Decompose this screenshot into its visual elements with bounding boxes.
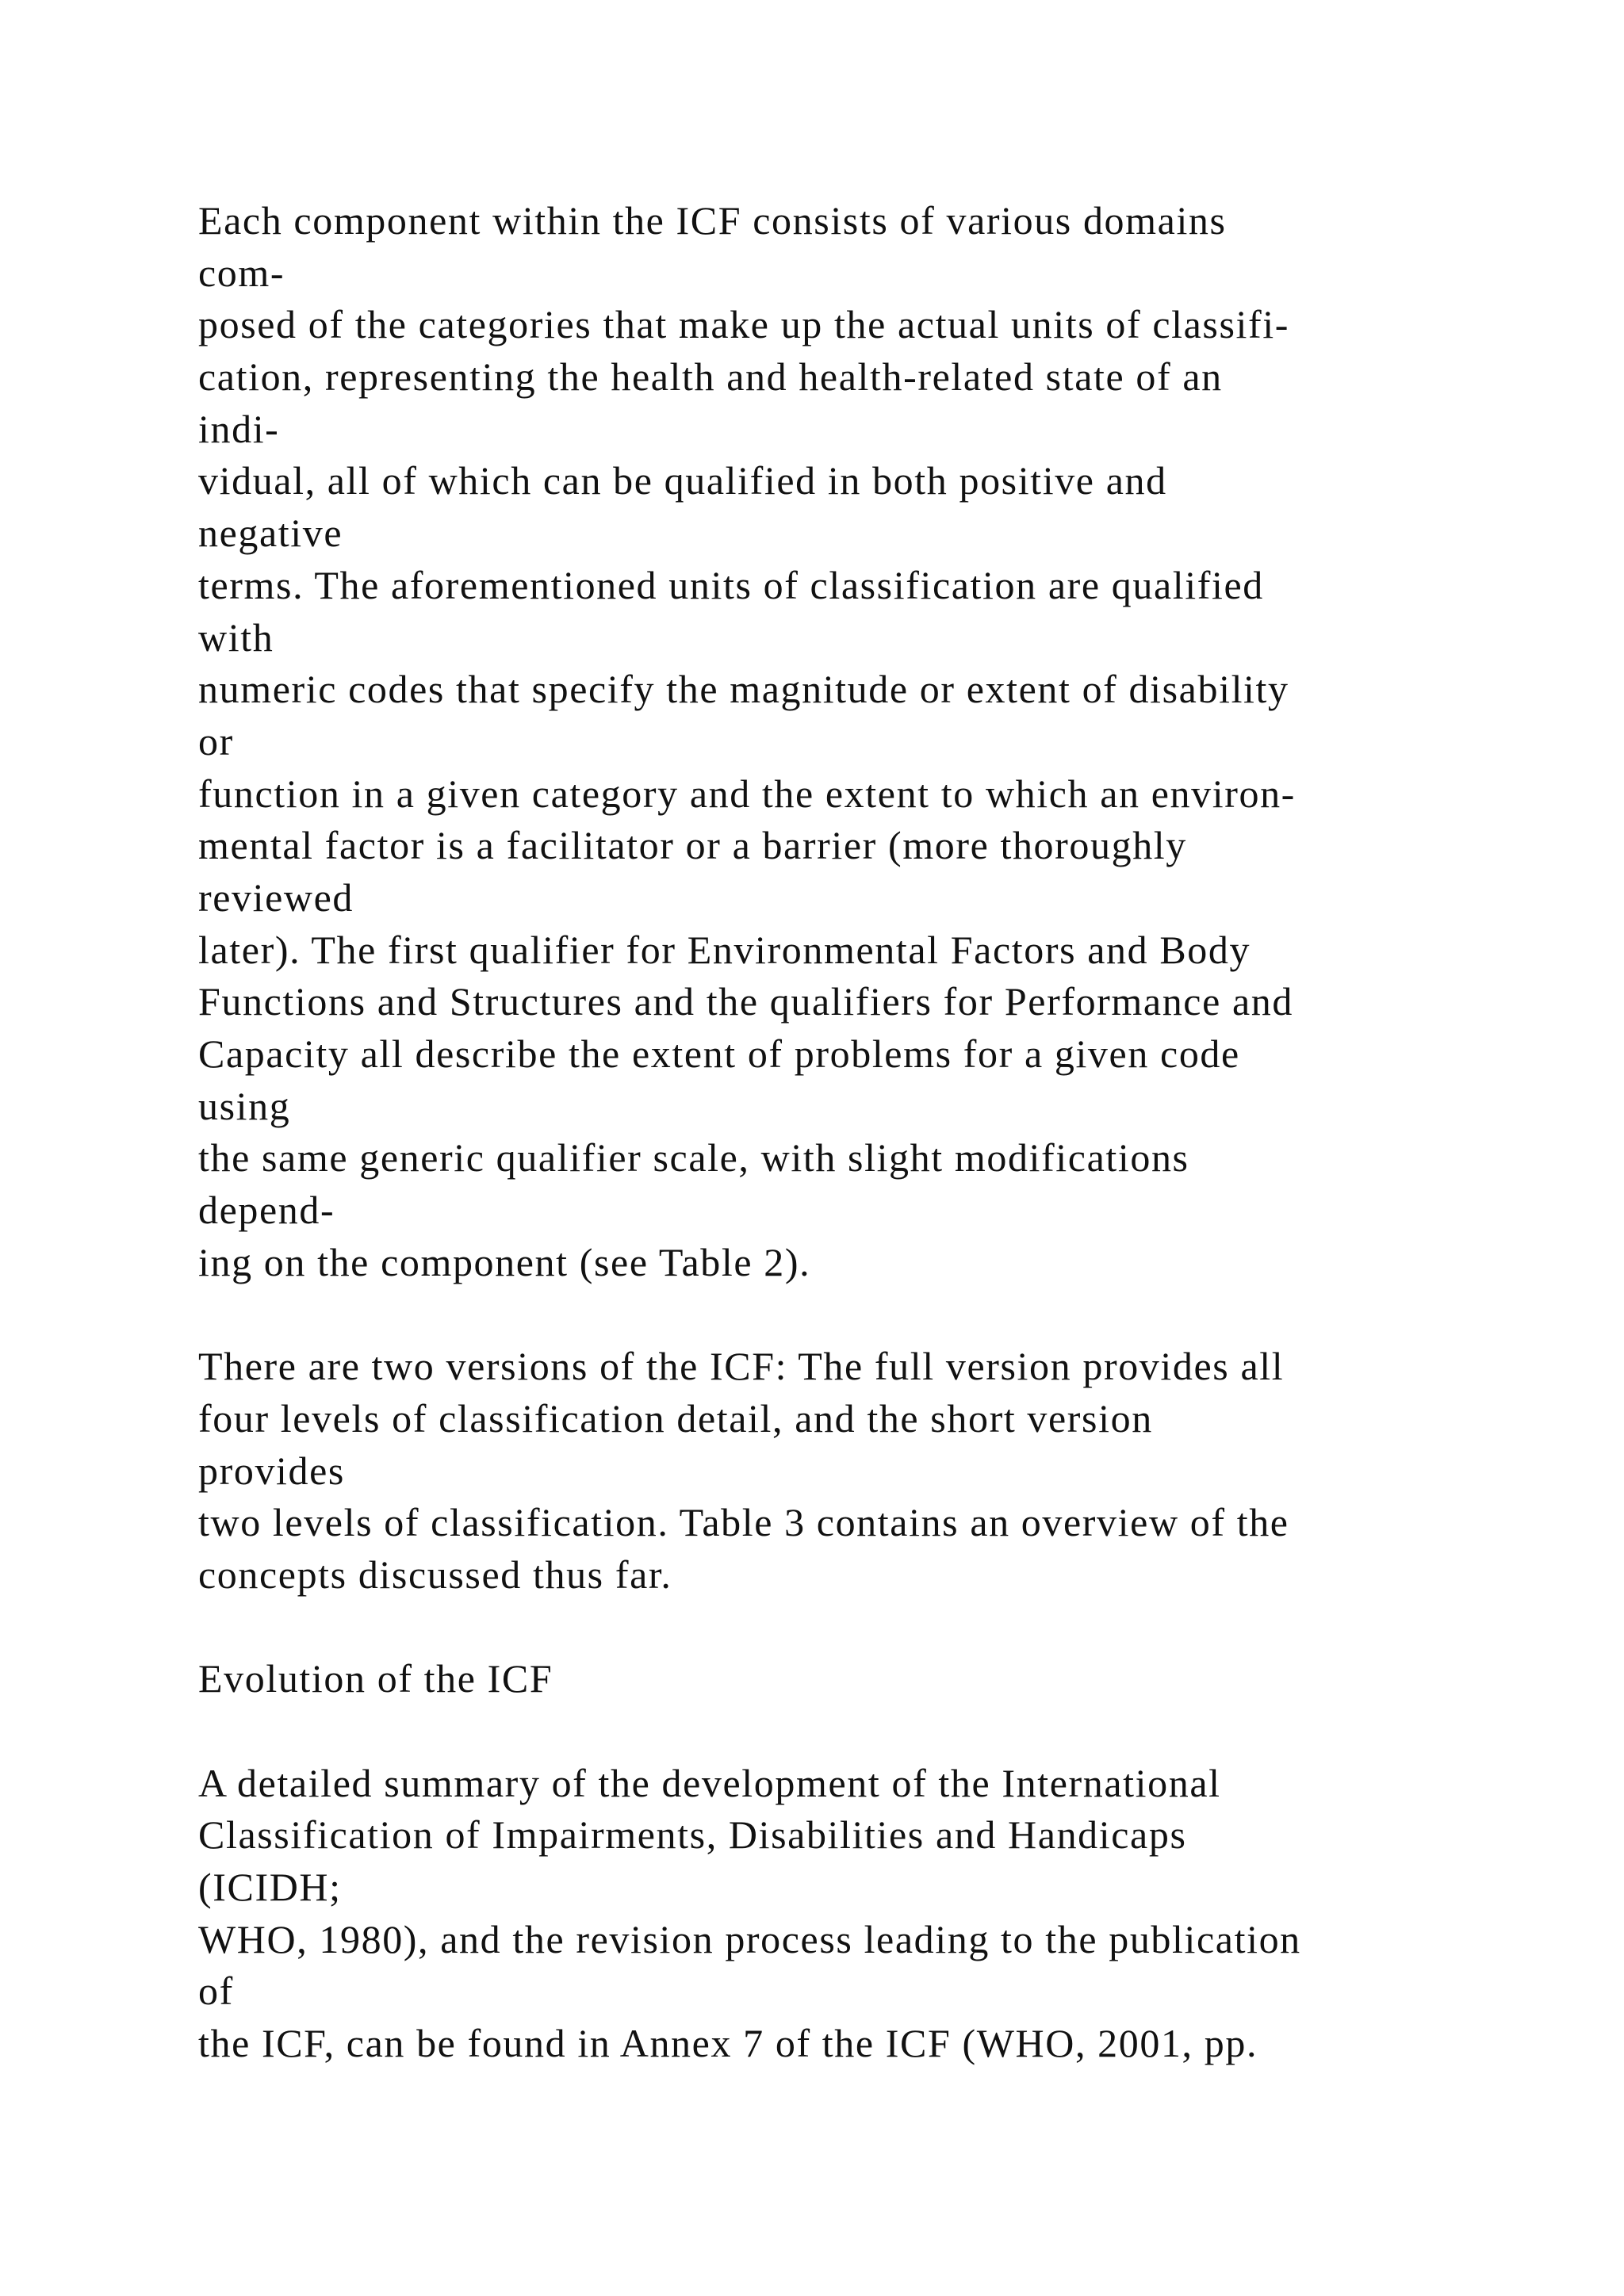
- text-line: with: [198, 614, 274, 660]
- text-line: mental factor is a facilitator or a barrier (more thoroughly: [198, 823, 1187, 868]
- text-line: provides: [198, 1448, 345, 1493]
- text-line: the ICF, can be found in Annex 7 of the ICF (WHO, 2001, pp.: [198, 2021, 1258, 2066]
- text-line: ing on the component (see Table 2).: [198, 1239, 811, 1284]
- text-line: numeric codes that specify the magnitude or extent of disability: [198, 667, 1289, 712]
- text-line: vidual, all of which can be qualified in both positive and: [198, 458, 1167, 503]
- text-line: posed of the categories that make up the actual units of classifi-: [198, 302, 1290, 347]
- paragraph-spacer: [198, 1705, 1499, 1758]
- text-line: or: [198, 718, 234, 763]
- text-line: of: [198, 1969, 234, 2014]
- text-line: using: [198, 1083, 291, 1128]
- paragraph-spacer: [198, 1601, 1499, 1654]
- document-body: [198, 195, 1499, 2070]
- text-line: later). The first qualifier for Environmental Factors and Body: [198, 927, 1251, 972]
- text-line: terms. The aforementioned units of classification are qualified: [198, 562, 1264, 607]
- text-line: com-: [198, 250, 285, 295]
- text-line: the same generic qualifier scale, with slight modifications: [198, 1135, 1189, 1181]
- text-line: (ICIDH;: [198, 1865, 342, 1909]
- text-line: A detailed summary of the development of the International: [198, 1760, 1221, 1805]
- text-line: cation, representing the health and health-related state of an: [198, 354, 1223, 400]
- text-line: two levels of classification. Table 3 contains an overview of the: [198, 1500, 1289, 1545]
- text-line: reviewed: [198, 874, 354, 920]
- paragraph-1: [198, 195, 1499, 1288]
- text-line: function in a given category and the extent to which an environ-: [198, 771, 1296, 816]
- paragraph-3: [198, 1758, 1499, 2070]
- text-line: concepts discussed thus far.: [198, 1552, 672, 1597]
- text-line: Capacity all describe the extent of problems for a given code: [198, 1031, 1240, 1076]
- paragraph-2: [198, 1341, 1499, 1601]
- section-heading: Evolution of the ICF: [198, 1656, 553, 1701]
- text-line: four levels of classification detail, and the short version: [198, 1395, 1153, 1441]
- text-line: negative: [198, 511, 343, 556]
- paragraph-spacer: [198, 1288, 1499, 1341]
- text-line: There are two versions of the ICF: The full version provides all: [198, 1344, 1285, 1389]
- text-line: Each component within the ICF consists of various domains: [198, 198, 1227, 243]
- text-line: Classification of Impairments, Disabilities and Handicaps: [198, 1812, 1187, 1858]
- text-line: indi-: [198, 406, 280, 451]
- text-line: depend-: [198, 1188, 335, 1233]
- text-line: Functions and Structures and the qualifiers for Performance and: [198, 979, 1293, 1024]
- text-line: WHO, 1980), and the revision process leading to the publication: [198, 1916, 1301, 1961]
